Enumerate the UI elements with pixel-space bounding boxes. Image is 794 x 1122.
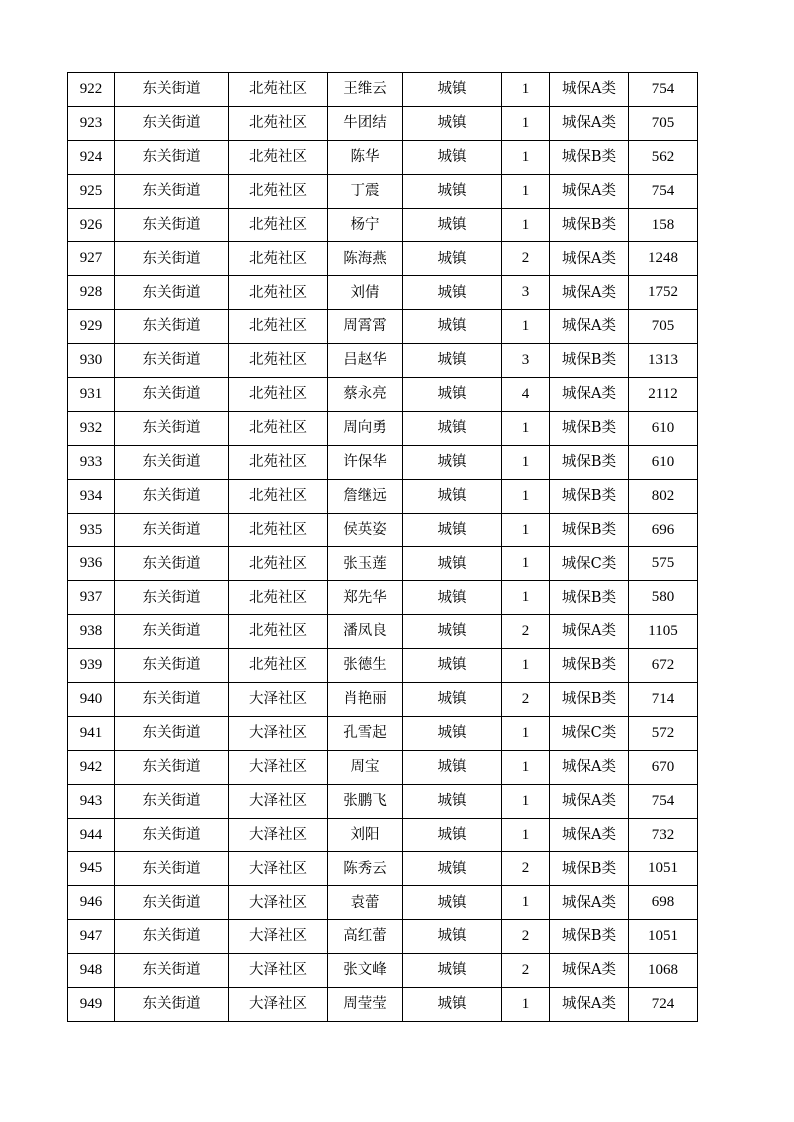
- street-cell: 东关街道: [115, 547, 229, 581]
- area-type-cell: 城镇: [403, 649, 502, 683]
- household-size-cell: 1: [502, 784, 550, 818]
- community-cell: 北苑社区: [229, 479, 328, 513]
- name-cell: 侯英姿: [328, 513, 403, 547]
- row-number: 935: [68, 513, 115, 547]
- area-type-cell: 城镇: [403, 479, 502, 513]
- street-cell: 东关街道: [115, 174, 229, 208]
- community-cell: 北苑社区: [229, 106, 328, 140]
- household-size-cell: 1: [502, 208, 550, 242]
- category-cell: 城保B类: [550, 513, 629, 547]
- community-cell: 北苑社区: [229, 649, 328, 683]
- category-cell: 城保B类: [550, 479, 629, 513]
- community-cell: 北苑社区: [229, 513, 328, 547]
- area-type-cell: 城镇: [403, 378, 502, 412]
- household-size-cell: 1: [502, 411, 550, 445]
- amount-cell: 696: [629, 513, 698, 547]
- community-cell: 北苑社区: [229, 615, 328, 649]
- category-cell: 城保A类: [550, 310, 629, 344]
- row-number: 946: [68, 886, 115, 920]
- row-number: 945: [68, 852, 115, 886]
- category-cell: 城保A类: [550, 276, 629, 310]
- name-cell: 周宝: [328, 750, 403, 784]
- category-cell: 城保B类: [550, 581, 629, 615]
- area-type-cell: 城镇: [403, 750, 502, 784]
- area-type-cell: 城镇: [403, 683, 502, 717]
- row-number: 933: [68, 445, 115, 479]
- row-number: 939: [68, 649, 115, 683]
- community-cell: 大泽社区: [229, 683, 328, 717]
- household-size-cell: 1: [502, 547, 550, 581]
- row-number: 937: [68, 581, 115, 615]
- table-row: [68, 140, 698, 174]
- street-cell: 东关街道: [115, 716, 229, 750]
- community-cell: 大泽社区: [229, 750, 328, 784]
- category-cell: 城保B类: [550, 208, 629, 242]
- name-cell: 丁震: [328, 174, 403, 208]
- amount-cell: 1068: [629, 954, 698, 988]
- name-cell: 刘阳: [328, 818, 403, 852]
- row-number: 928: [68, 276, 115, 310]
- amount-cell: 1248: [629, 242, 698, 276]
- amount-cell: 802: [629, 479, 698, 513]
- street-cell: 东关街道: [115, 886, 229, 920]
- area-type-cell: 城镇: [403, 174, 502, 208]
- row-number: 929: [68, 310, 115, 344]
- category-cell: 城保B类: [550, 344, 629, 378]
- name-cell: 张德生: [328, 649, 403, 683]
- community-cell: 北苑社区: [229, 73, 328, 107]
- area-type-cell: 城镇: [403, 886, 502, 920]
- area-type-cell: 城镇: [403, 445, 502, 479]
- table-row: [68, 750, 698, 784]
- household-size-cell: 2: [502, 683, 550, 717]
- area-type-cell: 城镇: [403, 276, 502, 310]
- household-size-cell: 4: [502, 378, 550, 412]
- table-row: [68, 649, 698, 683]
- table-row: [68, 954, 698, 988]
- category-cell: 城保A类: [550, 106, 629, 140]
- street-cell: 东关街道: [115, 954, 229, 988]
- table-row: [68, 683, 698, 717]
- household-size-cell: 3: [502, 276, 550, 310]
- row-number: 941: [68, 716, 115, 750]
- household-size-cell: 2: [502, 852, 550, 886]
- name-cell: 袁蕾: [328, 886, 403, 920]
- amount-cell: 754: [629, 174, 698, 208]
- community-cell: 大泽社区: [229, 818, 328, 852]
- table-row: [68, 73, 698, 107]
- category-cell: 城保B类: [550, 649, 629, 683]
- table-row: [68, 920, 698, 954]
- name-cell: 陈华: [328, 140, 403, 174]
- amount-cell: 732: [629, 818, 698, 852]
- area-type-cell: 城镇: [403, 411, 502, 445]
- street-cell: 东关街道: [115, 988, 229, 1022]
- table-row: [68, 208, 698, 242]
- category-cell: 城保B类: [550, 445, 629, 479]
- community-cell: 北苑社区: [229, 411, 328, 445]
- table-row: [68, 988, 698, 1022]
- amount-cell: 575: [629, 547, 698, 581]
- row-number: 938: [68, 615, 115, 649]
- community-cell: 北苑社区: [229, 174, 328, 208]
- row-number: 949: [68, 988, 115, 1022]
- household-size-cell: 1: [502, 886, 550, 920]
- street-cell: 东关街道: [115, 581, 229, 615]
- row-number: 944: [68, 818, 115, 852]
- row-number: 940: [68, 683, 115, 717]
- amount-cell: 672: [629, 649, 698, 683]
- community-cell: 北苑社区: [229, 547, 328, 581]
- amount-cell: 572: [629, 716, 698, 750]
- table-row: [68, 276, 698, 310]
- amount-cell: 754: [629, 73, 698, 107]
- street-cell: 东关街道: [115, 276, 229, 310]
- category-cell: 城保A类: [550, 818, 629, 852]
- amount-cell: 562: [629, 140, 698, 174]
- name-cell: 周霄霄: [328, 310, 403, 344]
- amount-cell: 1051: [629, 852, 698, 886]
- household-size-cell: 2: [502, 615, 550, 649]
- area-type-cell: 城镇: [403, 106, 502, 140]
- street-cell: 东关街道: [115, 73, 229, 107]
- table-row: [68, 411, 698, 445]
- category-cell: 城保A类: [550, 242, 629, 276]
- area-type-cell: 城镇: [403, 310, 502, 344]
- amount-cell: 158: [629, 208, 698, 242]
- street-cell: 东关街道: [115, 344, 229, 378]
- community-cell: 大泽社区: [229, 988, 328, 1022]
- category-cell: 城保A类: [550, 750, 629, 784]
- name-cell: 王维云: [328, 73, 403, 107]
- table-row: [68, 242, 698, 276]
- amount-cell: 610: [629, 411, 698, 445]
- row-number: 943: [68, 784, 115, 818]
- amount-cell: 2112: [629, 378, 698, 412]
- amount-cell: 1313: [629, 344, 698, 378]
- street-cell: 东关街道: [115, 106, 229, 140]
- table-row: [68, 547, 698, 581]
- name-cell: 张玉莲: [328, 547, 403, 581]
- household-size-cell: 1: [502, 818, 550, 852]
- household-size-cell: 2: [502, 242, 550, 276]
- row-number: 923: [68, 106, 115, 140]
- community-cell: 北苑社区: [229, 581, 328, 615]
- amount-cell: 670: [629, 750, 698, 784]
- name-cell: 许保华: [328, 445, 403, 479]
- category-cell: 城保B类: [550, 920, 629, 954]
- row-number: 932: [68, 411, 115, 445]
- name-cell: 詹继远: [328, 479, 403, 513]
- amount-cell: 1051: [629, 920, 698, 954]
- name-cell: 肖艳丽: [328, 683, 403, 717]
- category-cell: 城保A类: [550, 73, 629, 107]
- amount-cell: 698: [629, 886, 698, 920]
- category-cell: 城保A类: [550, 886, 629, 920]
- category-cell: 城保A类: [550, 174, 629, 208]
- street-cell: 东关街道: [115, 750, 229, 784]
- street-cell: 东关街道: [115, 818, 229, 852]
- row-number: 942: [68, 750, 115, 784]
- name-cell: 牛团结: [328, 106, 403, 140]
- name-cell: 郑先华: [328, 581, 403, 615]
- assistance-table: [67, 72, 698, 1022]
- amount-cell: 610: [629, 445, 698, 479]
- table-row: [68, 479, 698, 513]
- name-cell: 潘凤良: [328, 615, 403, 649]
- name-cell: 杨宁: [328, 208, 403, 242]
- street-cell: 东关街道: [115, 411, 229, 445]
- household-size-cell: 1: [502, 716, 550, 750]
- street-cell: 东关街道: [115, 208, 229, 242]
- area-type-cell: 城镇: [403, 242, 502, 276]
- row-number: 922: [68, 73, 115, 107]
- household-size-cell: 1: [502, 73, 550, 107]
- area-type-cell: 城镇: [403, 73, 502, 107]
- category-cell: 城保A类: [550, 378, 629, 412]
- street-cell: 东关街道: [115, 649, 229, 683]
- household-size-cell: 2: [502, 954, 550, 988]
- category-cell: 城保A类: [550, 615, 629, 649]
- area-type-cell: 城镇: [403, 920, 502, 954]
- amount-cell: 714: [629, 683, 698, 717]
- table-body: [68, 73, 698, 1022]
- community-cell: 大泽社区: [229, 852, 328, 886]
- household-size-cell: 1: [502, 445, 550, 479]
- household-size-cell: 1: [502, 649, 550, 683]
- category-cell: 城保A类: [550, 988, 629, 1022]
- street-cell: 东关街道: [115, 615, 229, 649]
- table-row: [68, 615, 698, 649]
- category-cell: 城保A类: [550, 954, 629, 988]
- area-type-cell: 城镇: [403, 852, 502, 886]
- community-cell: 大泽社区: [229, 954, 328, 988]
- row-number: 930: [68, 344, 115, 378]
- household-size-cell: 1: [502, 140, 550, 174]
- community-cell: 北苑社区: [229, 378, 328, 412]
- row-number: 925: [68, 174, 115, 208]
- community-cell: 大泽社区: [229, 784, 328, 818]
- household-size-cell: 1: [502, 988, 550, 1022]
- name-cell: 周莹莹: [328, 988, 403, 1022]
- household-size-cell: 1: [502, 174, 550, 208]
- street-cell: 东关街道: [115, 479, 229, 513]
- street-cell: 东关街道: [115, 683, 229, 717]
- area-type-cell: 城镇: [403, 954, 502, 988]
- row-number: 934: [68, 479, 115, 513]
- community-cell: 北苑社区: [229, 445, 328, 479]
- row-number: 927: [68, 242, 115, 276]
- amount-cell: 754: [629, 784, 698, 818]
- area-type-cell: 城镇: [403, 344, 502, 378]
- area-type-cell: 城镇: [403, 547, 502, 581]
- street-cell: 东关街道: [115, 784, 229, 818]
- street-cell: 东关街道: [115, 513, 229, 547]
- area-type-cell: 城镇: [403, 818, 502, 852]
- area-type-cell: 城镇: [403, 140, 502, 174]
- table-row: [68, 852, 698, 886]
- amount-cell: 705: [629, 310, 698, 344]
- street-cell: 东关街道: [115, 920, 229, 954]
- row-number: 931: [68, 378, 115, 412]
- table-row: [68, 886, 698, 920]
- category-cell: 城保C类: [550, 716, 629, 750]
- household-size-cell: 1: [502, 479, 550, 513]
- name-cell: 孔雪起: [328, 716, 403, 750]
- name-cell: 刘倩: [328, 276, 403, 310]
- community-cell: 北苑社区: [229, 242, 328, 276]
- amount-cell: 1752: [629, 276, 698, 310]
- street-cell: 东关街道: [115, 310, 229, 344]
- category-cell: 城保A类: [550, 784, 629, 818]
- category-cell: 城保C类: [550, 547, 629, 581]
- street-cell: 东关街道: [115, 140, 229, 174]
- amount-cell: 705: [629, 106, 698, 140]
- table-row: [68, 513, 698, 547]
- street-cell: 东关街道: [115, 852, 229, 886]
- row-number: 948: [68, 954, 115, 988]
- table-row: [68, 818, 698, 852]
- category-cell: 城保B类: [550, 411, 629, 445]
- category-cell: 城保B类: [550, 852, 629, 886]
- name-cell: 陈海燕: [328, 242, 403, 276]
- row-number: 924: [68, 140, 115, 174]
- table-row: [68, 344, 698, 378]
- amount-cell: 724: [629, 988, 698, 1022]
- area-type-cell: 城镇: [403, 581, 502, 615]
- household-size-cell: 1: [502, 581, 550, 615]
- household-size-cell: 1: [502, 513, 550, 547]
- name-cell: 陈秀云: [328, 852, 403, 886]
- community-cell: 北苑社区: [229, 310, 328, 344]
- row-number: 936: [68, 547, 115, 581]
- name-cell: 张鹏飞: [328, 784, 403, 818]
- table-row: [68, 174, 698, 208]
- area-type-cell: 城镇: [403, 208, 502, 242]
- street-cell: 东关街道: [115, 378, 229, 412]
- amount-cell: 580: [629, 581, 698, 615]
- community-cell: 大泽社区: [229, 886, 328, 920]
- category-cell: 城保B类: [550, 140, 629, 174]
- street-cell: 东关街道: [115, 242, 229, 276]
- table-row: [68, 445, 698, 479]
- household-size-cell: 2: [502, 920, 550, 954]
- name-cell: 高红蕾: [328, 920, 403, 954]
- area-type-cell: 城镇: [403, 513, 502, 547]
- category-cell: 城保B类: [550, 683, 629, 717]
- row-number: 947: [68, 920, 115, 954]
- area-type-cell: 城镇: [403, 615, 502, 649]
- table-row: [68, 716, 698, 750]
- household-size-cell: 1: [502, 750, 550, 784]
- community-cell: 大泽社区: [229, 920, 328, 954]
- household-size-cell: 1: [502, 310, 550, 344]
- table-row: [68, 310, 698, 344]
- name-cell: 吕赵华: [328, 344, 403, 378]
- community-cell: 北苑社区: [229, 276, 328, 310]
- community-cell: 北苑社区: [229, 208, 328, 242]
- amount-cell: 1105: [629, 615, 698, 649]
- street-cell: 东关街道: [115, 445, 229, 479]
- area-type-cell: 城镇: [403, 784, 502, 818]
- row-number: 926: [68, 208, 115, 242]
- table-row: [68, 581, 698, 615]
- area-type-cell: 城镇: [403, 988, 502, 1022]
- household-size-cell: 1: [502, 106, 550, 140]
- name-cell: 张文峰: [328, 954, 403, 988]
- name-cell: 蔡永亮: [328, 378, 403, 412]
- table-row: [68, 378, 698, 412]
- table-row: [68, 784, 698, 818]
- community-cell: 北苑社区: [229, 344, 328, 378]
- community-cell: 北苑社区: [229, 140, 328, 174]
- name-cell: 周向勇: [328, 411, 403, 445]
- table-row: [68, 106, 698, 140]
- area-type-cell: 城镇: [403, 716, 502, 750]
- community-cell: 大泽社区: [229, 716, 328, 750]
- household-size-cell: 3: [502, 344, 550, 378]
